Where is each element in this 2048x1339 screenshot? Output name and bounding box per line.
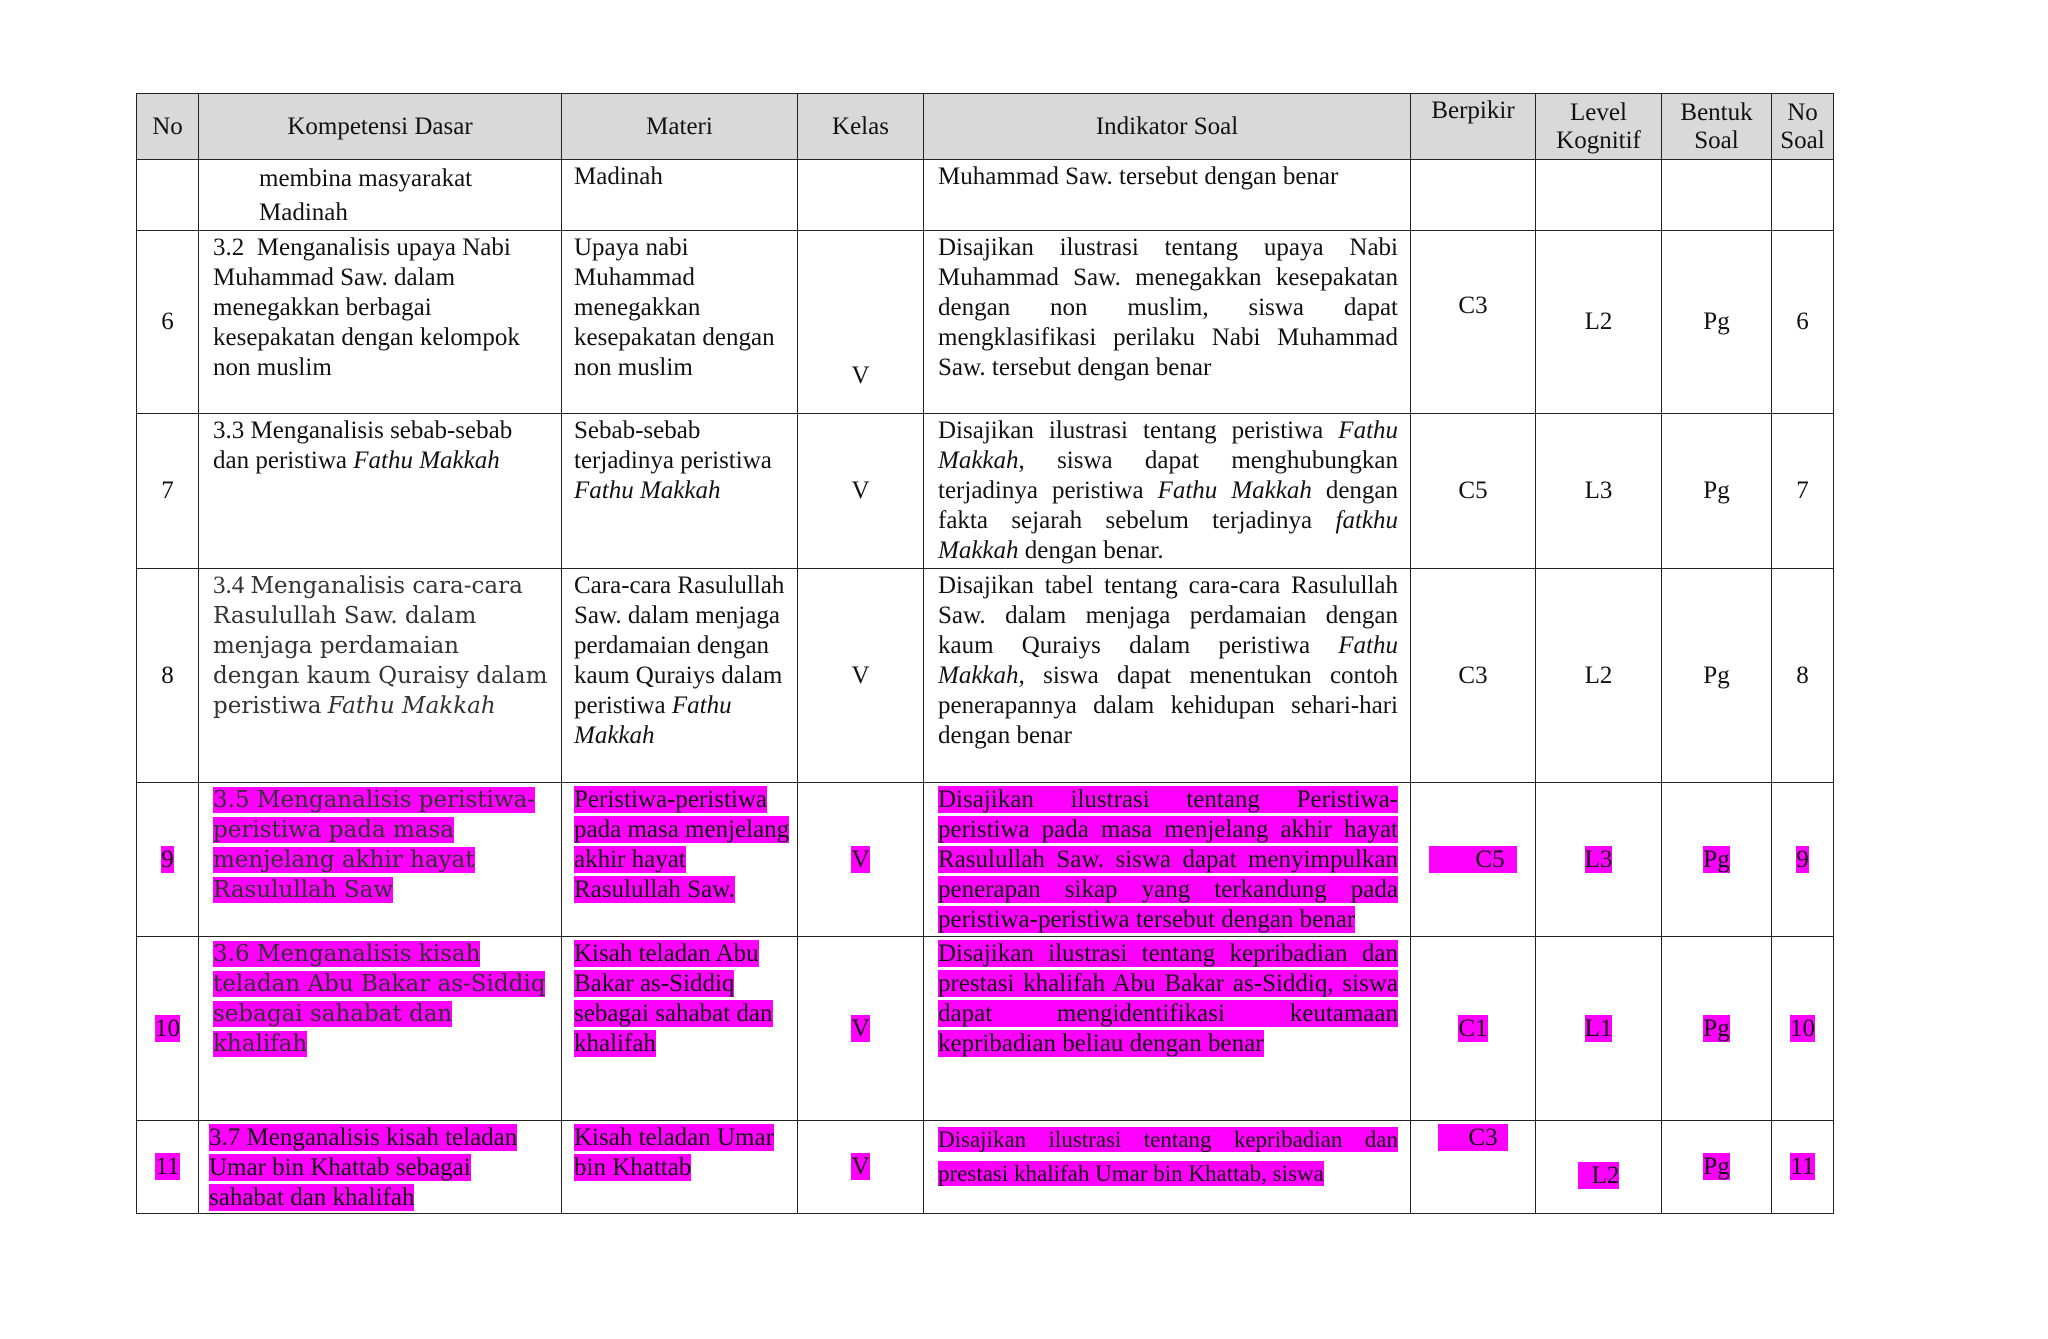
berpikir-text: C5: [1429, 846, 1516, 873]
cell-indikator: [924, 937, 1411, 1121]
cell-bentuk: Pg: [1662, 569, 1772, 783]
materi-text: Kisah teladan Abu Bakar as-Siddiq sebagai sahabat dan khalifah: [574, 940, 773, 1057]
kelas-text: V: [851, 1014, 870, 1042]
level-text: L1: [1584, 1014, 1613, 1042]
cell-no: 6: [137, 231, 199, 414]
cell-level: [1536, 937, 1662, 1121]
cell-nosoal: [1772, 783, 1834, 937]
table-row: [137, 569, 1834, 783]
header-kelas: Kelas: [798, 94, 924, 160]
bentuk-text: Pg: [1703, 1014, 1730, 1042]
kelas-text: V: [851, 845, 870, 873]
kd-text: Menganalisis kisah teladan Umar bin Khattab sebagai sahabat dan khalifah: [209, 1124, 518, 1211]
table-row: [137, 231, 1834, 414]
cell-berpikir: [1411, 937, 1536, 1121]
cell-nosoal: 7: [1772, 414, 1834, 569]
cell-berpikir: [1411, 783, 1536, 937]
cell-kd: [199, 414, 562, 569]
kd-highlighted-text: [213, 787, 535, 903]
materi-text-italic: Fathu Makkah: [574, 477, 721, 504]
ind-text: dengan benar.: [1024, 537, 1164, 564]
cell-kd: [199, 1121, 562, 1214]
cell-kelas: [798, 1121, 924, 1214]
kd-code: 3.2: [213, 234, 245, 261]
cell-bentuk: Pg: [1662, 231, 1772, 414]
cell-level: [1536, 783, 1662, 937]
kd-text: Menganalisis cara-cara Rasulullah Saw. dalam menjaga perdamaian dengan kaum Quraisy dalam peristiwa: [213, 573, 548, 719]
indikator-text: Disajikan ilustrasi tentang kepribadian dan prestasi khalifah Abu Bakar as-Siddiq, siswa dapat mengidentifikasi keutamaan kepribadian beliau dengan benar: [938, 940, 1398, 1057]
berpikir-text: C1: [1458, 1014, 1488, 1042]
ind-italic: fatkhu Makkah: [938, 507, 1398, 564]
cell-indikator: Disajikan ilustrasi tentang upaya Nabi Muhammad Saw. menegakkan kesepakatan dengan non muslim, siswa dapat mengklasifikasi perilaku Nabi Muhammad Saw. tersebut dengan benar: [924, 231, 1411, 414]
cell-berpikir: C3: [1411, 231, 1536, 414]
nosoal-text: 10: [1790, 1014, 1815, 1042]
header-no: No: [137, 94, 199, 160]
kd-text: Menganalisis peristiwa-peristiwa pada masa menjelang akhir hayat Rasulullah Saw: [213, 787, 536, 903]
ind-text: Disajikan tabel tentang cara-cara Rasulullah Saw. dalam menjaga perdamaian dengan kaum Quraiys dalam peristiwa: [938, 572, 1398, 659]
level-text: L2: [1578, 1162, 1620, 1189]
no-text: 11: [155, 1153, 180, 1180]
header-nosoal-line2: Soal: [1780, 126, 1825, 154]
cell-kelas: V: [798, 231, 924, 414]
kd-text: membina masyarakat Madinah: [259, 165, 473, 226]
kisi-kisi-table: [136, 93, 1834, 1214]
berpikir-text: C3: [1438, 1124, 1507, 1151]
cell-indikator: [924, 414, 1411, 569]
cell-bentuk: [1662, 160, 1772, 231]
header-nosoal-line1: No: [1787, 98, 1818, 126]
table-row: [137, 937, 1834, 1121]
kd-code: 3.7: [209, 1124, 241, 1151]
cell-materi: Madinah: [562, 160, 798, 231]
cell-bentuk: [1662, 783, 1772, 937]
ind-italic: Fathu Makkah: [938, 417, 1399, 474]
cell-no: [137, 937, 199, 1121]
cell-kelas: [798, 783, 924, 937]
ind-text: siswa dapat menentukan contoh penerapannya dalam kehidupan sehari-hari dengan benar: [938, 662, 1398, 749]
indikator-text: Muhammad Saw. tersebut dengan benar: [938, 163, 1339, 190]
cell-bentuk: Pg: [1662, 414, 1772, 569]
header-no-soal: [1772, 94, 1834, 160]
cell-materi: [562, 569, 798, 783]
cell-berpikir: C5: [1411, 414, 1536, 569]
cell-no: 7: [137, 414, 199, 569]
cell-materi: [562, 1121, 798, 1214]
cell-nosoal: [1772, 160, 1834, 231]
cell-indikator: [924, 783, 1411, 937]
cell-bentuk: [1662, 937, 1772, 1121]
cell-berpikir: [1411, 1121, 1536, 1214]
kd-text-italic: Fathu Makkah: [353, 447, 500, 474]
cell-kelas: V: [798, 414, 924, 569]
materi-text: Kisah teladan Umar bin Khattab: [574, 1124, 774, 1181]
cell-kelas: [798, 160, 924, 231]
header-berpikir-label: Berpikir: [1431, 97, 1515, 124]
cell-level: L2: [1536, 569, 1662, 783]
cell-kd: [199, 783, 562, 937]
cell-indikator: [924, 160, 1411, 231]
materi-text: Cara-cara Rasulullah Saw. dalam menjaga perdamaian dengan kaum Quraiys dalam peristiwa: [574, 572, 785, 719]
kd-text: Menganalisis upaya Nabi Muhammad Saw. dalam menegakkan berbagai kesepakatan dengan kelompok non muslim: [213, 234, 520, 381]
table-row: [137, 1121, 1834, 1214]
no-text: 9: [161, 845, 174, 873]
cell-berpikir: [1411, 160, 1536, 231]
bentuk-text: Pg: [1703, 1153, 1730, 1180]
cell-level: [1536, 160, 1662, 231]
cell-materi: Upaya nabi Muhammad menegakkan kesepakatan dengan non muslim: [562, 231, 798, 414]
ind-text: Disajikan ilustrasi tentang peristiwa: [938, 417, 1324, 444]
kd-text: Menganalisis kisah teladan Abu Bakar as-Siddiq sebagai sahabat dan khalifah: [213, 941, 546, 1057]
kd-text-italic: Fathu Makkah: [327, 693, 496, 719]
header-bentuk-line1: Bentuk: [1680, 98, 1753, 126]
no-text: 10: [155, 1014, 180, 1042]
header-level-kognitif: [1536, 94, 1662, 160]
ind-italic: Fathu Makkah: [1157, 477, 1312, 504]
header-level-line1: Level: [1570, 98, 1627, 126]
header-materi: Materi: [562, 94, 798, 160]
materi-text: Sebab-sebab terjadinya peristiwa: [574, 417, 772, 474]
table-row: [137, 160, 1834, 231]
cell-no: [137, 160, 199, 231]
table-row: [137, 783, 1834, 937]
cell-nosoal: [1772, 1121, 1834, 1214]
cell-kd: [199, 569, 562, 783]
header-bentuk-soal: [1662, 94, 1772, 160]
table-row: [137, 414, 1834, 569]
kd-highlighted-text: [213, 941, 545, 1057]
cell-kd: [199, 160, 562, 231]
cell-kd: [199, 231, 562, 414]
cell-level: L2: [1536, 231, 1662, 414]
materi-text-italic: Fathu Makkah: [574, 692, 732, 749]
ind-text: , siswa dapat menghubungkan terjadinya peristiwa: [938, 447, 1398, 504]
header-kompetensi-dasar: Kompetensi Dasar: [199, 94, 562, 160]
cell-bentuk: [1662, 1121, 1772, 1214]
bentuk-text: Pg: [1703, 845, 1730, 873]
kd-code: 3.5: [213, 787, 250, 813]
cell-level: [1536, 1121, 1662, 1214]
indikator-text: Disajikan ilustrasi tentang kepribadian dan prestasi khalifah Umar bin Khattab, siswa: [938, 1127, 1398, 1186]
cell-materi: [562, 937, 798, 1121]
cell-kd: [199, 937, 562, 1121]
kd-code: 3.3: [213, 417, 245, 444]
cell-no: [137, 1121, 199, 1214]
header-indikator-soal: Indikator Soal: [924, 94, 1411, 160]
ind-italic: Fathu Makkah,: [938, 632, 1398, 689]
kd-highlighted-text: [209, 1124, 517, 1211]
kd-code: 3.6: [213, 941, 250, 967]
kelas-text: V: [851, 1153, 870, 1180]
cell-kelas: V: [798, 569, 924, 783]
cell-materi: [562, 783, 798, 937]
nosoal-text: 11: [1790, 1153, 1815, 1180]
cell-no: [137, 783, 199, 937]
header-row: [137, 94, 1834, 160]
cell-nosoal: 8: [1772, 569, 1834, 783]
materi-text: Peristiwa-peristiwa pada masa menjelang akhir hayat Rasulullah Saw.: [574, 786, 790, 903]
indikator-text: Disajikan ilustrasi tentang Peristiwa-peristiwa pada masa menjelang akhir hayat Rasulullah Saw. siswa dapat menyimpulkan penerapan sikap yang terkandung pada peristiwa-peristiwa tersebut dengan benar: [938, 786, 1398, 933]
kd-code: 3.4: [213, 572, 245, 599]
level-text: L3: [1584, 845, 1613, 873]
cell-indikator: [924, 569, 1411, 783]
header-level-line2: Kognitif: [1556, 126, 1641, 154]
nosoal-text: 9: [1796, 845, 1809, 873]
cell-nosoal: [1772, 937, 1834, 1121]
kd-text: Menganalisis sebab-sebab dan peristiwa: [213, 417, 513, 474]
cell-level: L3: [1536, 414, 1662, 569]
cell-indikator: [924, 1121, 1411, 1214]
cell-kelas: [798, 937, 924, 1121]
cell-nosoal: 6: [1772, 231, 1834, 414]
cell-berpikir: C3: [1411, 569, 1536, 783]
header-bentuk-line2: Soal: [1694, 126, 1739, 154]
cell-no: 8: [137, 569, 199, 783]
header-berpikir: [1411, 94, 1536, 160]
ind-text: dengan fakta sejarah sebelum terjadinya: [938, 477, 1399, 534]
cell-materi: [562, 414, 798, 569]
